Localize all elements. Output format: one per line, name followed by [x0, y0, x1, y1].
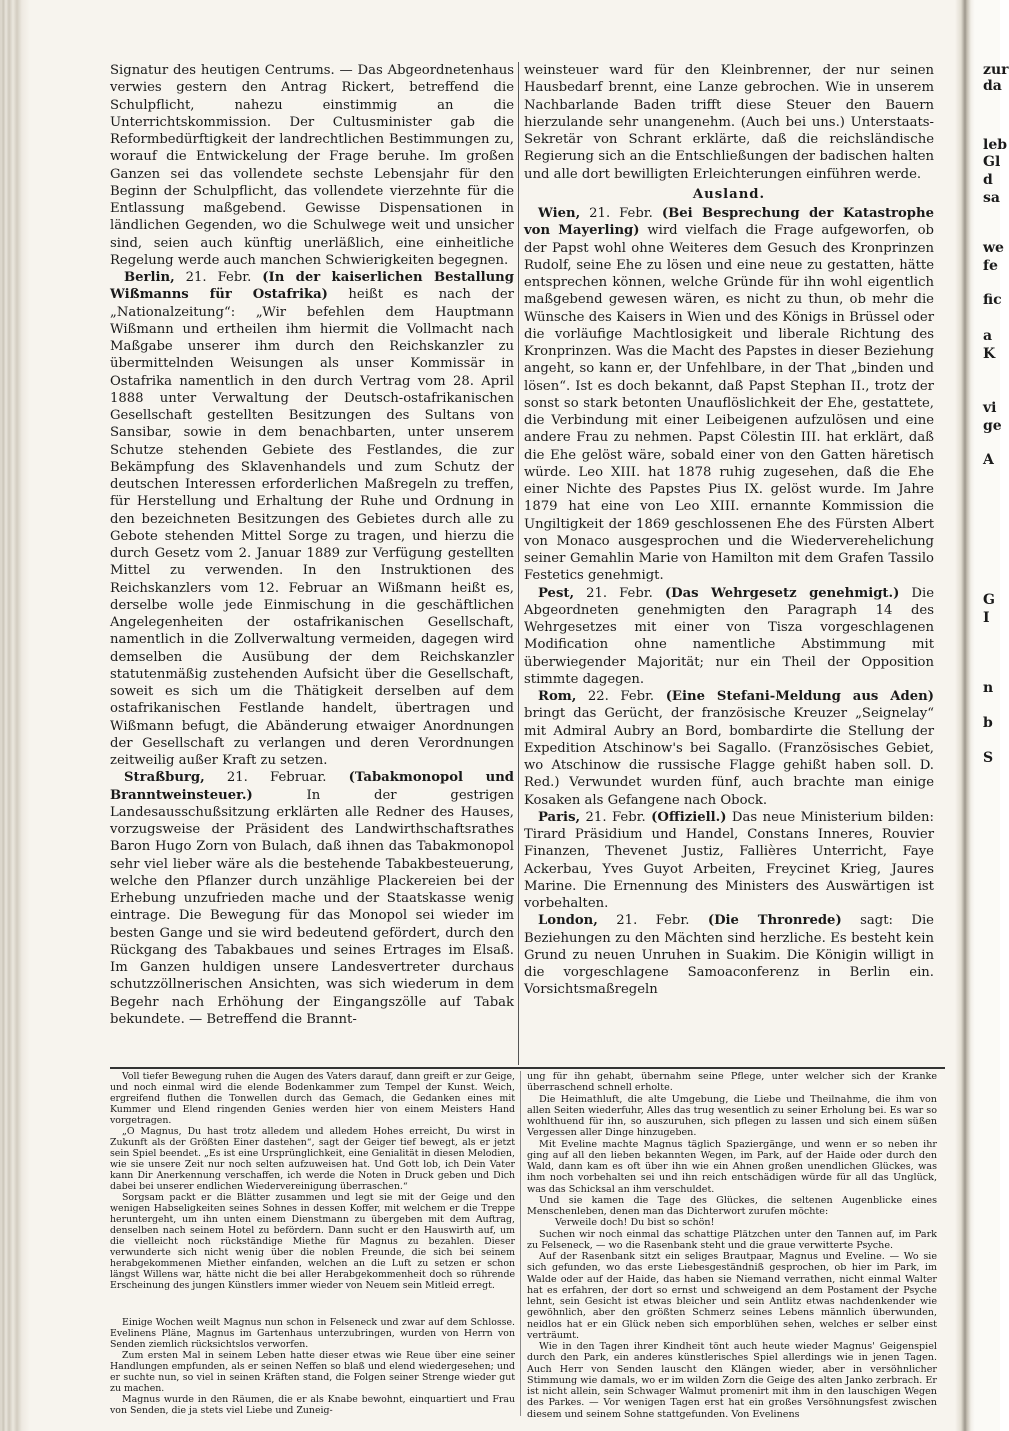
dateline-date: 21. Febr.	[589, 206, 653, 221]
feuilleton-paragraph: Einige Wochen weilt Magnus nun schon in Felseneck und zwar auf dem Schlosse. Evelinens Pläne, Magnus im Gartenhaus unterzubringen, wurden von Herrn von Senden ziemlich rücksichtslos verworfen.	[110, 1317, 515, 1351]
report-subject: (Die Thronrede)	[707, 913, 842, 929]
feuilleton-paragraph: Sorgsam packt er die Blätter zusammen und legt sie mit der Geige und den wenigen Habseligkeiten seines Sohnes in dessen Koffer, mit welchem er die Treppe heruntergeht, um ihn unten einem Dienstmann zu übergeben mit dem Auftrag, denselben nach seinem Hotel zu befördern. Dann sucht er den Hauswirth auf, um die vielleicht noch rückständige Miethe für Magnus zu bezahlen. Dieser verwunderte sich nicht wenig über die noblen Freunde, die sich bei seinem herabgekommenen Miether einfanden, welchen an die Luft zu setzen er schon längst Willens war, hätte nicht die bei aller Herabgekommenheit doch so rührende Erscheinung des jungen Künstlers immer wieder von Neuem sein Mitleid erregt.	[110, 1192, 515, 1292]
pest-report	[524, 585, 934, 689]
feuilleton-paragraph: Magnus wurde in den Räumen, die er als Knabe bewohnt, einquartiert und Frau von Senden, die ja stets viel Liebe und Zuneig-	[110, 1394, 515, 1417]
report-body: sagt: Die Beziehungen zu den Mächten sind herzliche. Es besteht kein Grund zu neuen Unruhen in Suakim. Die Königin willigt in die vorgeschlagene Samoaconferenz in Berlin ein. Vorsichtsmaßregeln	[524, 913, 934, 998]
next-page-fragment: fic	[983, 292, 1002, 308]
report-subject: (Eine Stefani-Meldung aus Aden)	[665, 689, 934, 704]
feuilleton-column-2	[527, 1071, 937, 1421]
dateline-place: Pest,	[538, 585, 575, 601]
feuilleton-paragraph: Die Heimathluft, die alte Umgebung, die Liebe und Theilnahme, die ihm von allen Seiten wiederfuhr, Alles das trug wesentlich zu seiner Erholung bei. Es war so wohlthuend für ihn, so auszuruhen, sich pflegen zu lassen und sich einem süßen Vergessen aller Dinge hinzugeben.	[527, 1093, 937, 1139]
next-page-fragment: vi	[983, 400, 997, 416]
next-page-fragment: we	[983, 240, 1004, 256]
next-page-fragment: Gl	[983, 154, 1001, 170]
feuilleton-paragraph: Voll tiefer Bewegung ruhen die Augen des Vaters darauf, dann greift er zur Geige, und noch einmal wird die elende Bodenkammer zum Tempel der Kunst. Weich, ergreifend fluthen die Tonwellen durch das Gemach, die Gedanken eines mit Kummer und Elend ringenden Genies werden hier von einem Meisters Hand vorgetragen.	[110, 1071, 515, 1127]
dateline-date: 21. Febr.	[586, 585, 653, 601]
feuilleton-paragraph: ung für ihn gehabt, übernahm seine Pflege, unter welcher sich der Kranke überraschend schnell erholte.	[527, 1071, 937, 1094]
feuilleton-paragraph: Wie in den Tagen ihrer Kindheit tönt auch heute wieder Magnus' Geigenspiel durch den Park, ein anderes künstlerisches Spiel allerdings wie in jenen Tagen. Auch Herr von Senden lauscht den Klängen wieder, aber in versöhnlicher Stimmung wie damals, wo er im wilden Zorn die Geige des alten Janko zerbrach. Er ist nicht allein, sein Schwager Walmut promenirt mit ihm in den lauschigen Wegen des Parkes. — Vor wenigen Tagen erst hat ein großes Versöhnungsfest zwischen diesem und seinem Sohne stattgefunden. Von Evelinens	[527, 1341, 937, 1420]
next-page-fragment: a	[983, 328, 993, 344]
dateline-date: 21. Februar.	[226, 770, 327, 786]
berlin-report	[110, 269, 514, 769]
feuilleton-paragraph: Und sie kamen die Tage des Glückes, die seltenen Augenblicke eines Menschenleben, denen man das Dichterwort zurufen möchte:	[527, 1194, 937, 1217]
dateline-date: 21. Febr.	[585, 809, 646, 825]
report-body: Das neue Ministerium bilden: Tirard Präsidium und Handel, Constans Inneres, Rouvier Finanzen, Thevenet Justiz, Fallières Unterricht, Faye Ackerbau, Yves Guyot Arbeiten, Freycinet Krieg, Jaures Marine. Die Ernennung des Ministers des Auswärtigen ist vorbehalten.	[524, 809, 934, 911]
report-subject: (Tabakmonopol und Branntweinsteuer.)	[110, 770, 514, 803]
paris-report	[524, 809, 934, 913]
next-page-fragment: d	[983, 172, 993, 188]
book-gutter	[955, 0, 975, 1431]
feuilleton-paragraph: Zum ersten Mal in seinem Leben hatte dieser etwas wie Reue über eine seiner Handlungen empfunden, als er seinen Neffen so blaß und elend wiedergesehen; und er suchte nun, so viel in seinen Kräften stand, die Folgen seiner Strenge wieder gut zu machen.	[110, 1350, 515, 1395]
report-body: heißt es nach der „Nationalzeitung“: „Wir befehlen dem Hauptmann Wißmann und ertheilen ihm hiermit die Vollmacht nach Maßgabe unserer ihm durch den Reichskanzler zu übermittelnden Weisungen als unser Kommissär in Ostafrika namentlich in den durch Vertrag vom 28. April 1888 unter Verwaltung der Deutsch-ostafrikanischen Gesellschaft gestellten Besitzungen des Sultans von Sansibar, sowie in dem benachbarten, unter unserem Schutze stehenden Gebiete des Festlandes, die zur Bekämpfung des Sklavenhandels und zum Schutz der deutschen Interessen erforderlichen Maßregeln zu treffen, für Herstellung und Erhaltung der Ruhe und Ordnung in den bezeichneten Besitzungen des Gebietes durch alle zu Gebote stehenden Mittel Sorge zu tragen, und hierzu die durch Gesetz vom 2. Januar 1889 zur Verfügung gestellten Mittel zu verwenden. In den Instruktionen des Reichskanzlers vom 12. Februar an Wißmann heißt es, derselbe wolle jede Einmischung in die geschäftlichen Angelegenheiten der ostafrikanischen Gesellschaft, namentlich in die Zollverwaltung vermeiden, dagegen wird demselben die Ausübung der dem Reichskanzler statutenmäßig zustehenden Aufsicht über die Gesellschaft, soweit es sich um die Thätigkeit derselben auf dem ostafrikanischen Festlande handelt, übertragen und Wißmann befugt, die Abänderung etwaiger Anordnungen der Gesellschaft zu verlangen und deren Verordnungen zeitweilig außer Kraft zu setzen.	[110, 287, 514, 768]
report-body: In der gestrigen Landesausschußsitzung erklärten alle Redner des Hauses, vorzugsweise der Präsident des Landwirthschaftsrathes Baron Hugo Zorn von Bulach, daß ihnen das Tabakmonopol sehr viel lieber wäre als die bestehende Tabakbesteuerung, welche den Pflanzer durch unzählige Plackereien bei der Erhebung unzufrieden mache und der Staatskasse wenig eintrage. Die Bewegung für das Monopol sei wieder im besten Gange und sie wird bedeutend gefördert, durch den Rückgang des Tabakbaues und seines Ertrages im Elsaß. Im Ganzen huldigen unsere Landesvertreter durchaus schutzzöllnerischen Ansichten, was sich wiederum in dem Begehr nach Erhöhung der Eingangszölle auf Tabak bekundete. — Betreffend die Brannt-	[110, 787, 514, 1027]
feuilleton-quote: Verweile doch! Du bist so schön!	[555, 1217, 715, 1229]
next-page-fragment: fe	[983, 258, 998, 274]
report-body: Die Abgeordneten genehmigten den Paragraph 14 des Wehrgesetzes mit einer von Tisza vorgeschlagenen Modification ohne namentliche Abstimmung mit überwiegender Majorität; nur ein Theil der Opposition stimmte dagegen.	[524, 585, 935, 687]
dateline-place: Berlin,	[124, 270, 175, 285]
centrum-report: Signatur des heutigen Centrums. — Das Abgeordnetenhaus verwies gestern den Antrag Rickert, betreffend die Schulpflicht, nahezu einstimmig an die Unterrichtskommission. Der Cultusminister gab die Reformbedürftigkeit der landrechtlichen Bestimmungen zu, worauf die Entwickelung der Frage beruhe. Im großen Ganzen sei das vollendete sechste Lebensjahr für den Beginn der Schulpflicht, das vollendete vierzehnte für die Entlassung maßgebend. Gewisse Dispensationen in ländlichen Gegenden, wo die Schulwege weit und unsicher sind, seien auch künftig unerläßlich, eine einheitliche Regelung werde auch manchen Schwierigkeiten begegnen.	[110, 63, 514, 268]
next-page-fragment: zur	[983, 62, 1009, 78]
feuilleton-separator	[110, 1067, 945, 1069]
report-subject: (Bei Besprechung der Katastrophe von Mayerling)	[524, 206, 934, 239]
report-subject: (Offiziell.)	[651, 809, 727, 825]
next-page-fragment: sa	[983, 190, 1000, 206]
column-divider	[518, 62, 519, 1065]
feuilleton-column-divider	[520, 1071, 521, 1416]
next-page-fragment: leb	[983, 137, 1008, 153]
next-page-fragment: A	[983, 452, 994, 468]
section-heading-ausland: Ausland.	[692, 186, 766, 202]
news-column-2	[524, 62, 934, 1047]
feuilleton-paragraph: „O Magnus, Du hast trotz alledem und alledem Hohes erreicht, Du wirst in Zukunft als der Größten Einer dastehen“, sagt der Geiger tief bewegt, als er jetzt sein Spiel beendet. „Es ist eine Ursprünglichkeit, eine Genialität in diesen Melodien, wie sie unsere Zeit nur noch selten aufzuweisen hat. Und Gott lob, ich Dein Vater kann Dir Anerkennung verschaffen, ich werde die Noten in Druck geben und Dich dabei bei unserer endlichen Wiedervereinigung überraschen.“	[110, 1126, 515, 1193]
dateline-date: 21. Febr.	[616, 913, 690, 929]
branntwein-continuation: weinsteuer ward für den Kleinbrenner, der nur seinen Hausbedarf brennt, eine Lanze gebrochen. Wie in unserem Nachbarlande Baden trifft diese Steuer den Bauern hierzulande sehr unangenehm. (Auch bei uns.) Unterstaats-Sekretär von Schrant erklärte, daß die reichsländische Regierung sich an die Entschließungen der badischen halten und alle dort bewilligten Erleichterungen einführen werde.	[524, 63, 934, 182]
next-page-fragment: S	[983, 750, 994, 766]
feuilleton-paragraph: Mit Eveline machte Magnus täglich Spaziergänge, und wenn er so neben ihr ging auf all den lieben bekannten Wegen, im Park, auf der Haide oder durch den Wald, dann kam es oft über ihn wie ein Ahnen großen unendlichen Glückes, was ihm noch vorbehalten sei und ihn reich entschädigen würde für all das Unglück, was das Schicksal an ihm verschuldet.	[527, 1138, 937, 1195]
next-page-fragment: G	[983, 592, 995, 608]
next-page-fragment: b	[983, 715, 993, 731]
london-report	[524, 912, 934, 998]
feuilleton-column-1	[110, 1071, 515, 1417]
next-page-edge	[975, 0, 1009, 1431]
next-page-fragment: I	[983, 610, 990, 626]
report-body: bringt das Gerücht, der französische Kreuzer „Seignelay“ mit Admiral Aubry an Bord, bombardirte die Stellung der Expedition Atschinow's bei Sagallo. (Französisches Gebiet, wo Atschinow die russische Flagge gehißt haben soll. D. Red.) Verwundet wurden fünf, auch brachte man einige Kosaken als Gefangene nach Obock.	[524, 706, 934, 808]
strassburg-report	[110, 769, 514, 1028]
next-page-fragment: da	[983, 78, 1002, 94]
page-edge-stack	[0, 0, 30, 1431]
report-subject: (Das Wehrgesetz genehmigt.)	[664, 585, 900, 601]
next-page-fragment: n	[983, 680, 994, 696]
wien-report	[524, 205, 934, 585]
dateline-place: Rom,	[538, 689, 577, 704]
report-body: wird vielfach die Frage aufgeworfen, ob der Papst wohl ohne Weiteres dem Gesuch des Kronprinzen Rudolf, seine Ehe zu lösen und eine neue zu gestatten, hätte entsprechen können, welche Gründe für ihn wohl eigentlich maßgebend gewesen wären, es nicht zu thun, ob mehr die Wünsche des Kaisers in Wien und des Königs in Brüssel oder die vorläufige Machtlosigkeit und liberale Richtung des Kronprinzen. Was die Macht des Papstes in dieser Beziehung angeht, so kann er, der Unfehlbare, in der That „binden und lösen“. Ist es doch bekannt, daß Papst Stephan II., trotz der sonst so stark betonten Unauflöslichkeit der Ehe, gestattete, die Verbindung mit einer Leibeigenen aufzulösen und eine andere Frau zu nehmen. Papst Cölestin III. hat erklärt, daß die Ehe gelöst wäre, sobald einer von den Gatten häretisch würde. Leo XIII. hat 1878 ruhig zugesehen, daß die Ehe einer Nichte des Papstes Pius IX. gelöst wurde. Im Jahre 1879 hat eine von Leo XIII. ernannte Kommission die Ungiltigkeit der 1869 geschlossenen Ehe des Fürsten Albert von Monaco ausgesprochen und die Wiederverehelichung seiner Gemahlin Marie von Hamilton mit dem Grafen Tassilo Festetics genehmigt.	[524, 223, 934, 584]
dateline-place: Straßburg,	[124, 770, 205, 786]
dateline-place: London,	[538, 913, 598, 929]
feuilleton-paragraph: Suchen wir noch einmal das schattige Plätzchen unter den Tannen auf, im Park zu Felseneck, — wo die Rasenbank steht und die graue verwitterte Psyche.	[527, 1228, 937, 1251]
news-column-1	[110, 62, 514, 1062]
next-page-fragment: K	[983, 346, 996, 362]
report-subject: (In der kaiserlichen Bestallung Wißmanns für Ostafrika)	[110, 270, 514, 303]
feuilleton-paragraph: Auf der Rasenbank sitzt ein seliges Brautpaar, Magnus und Eveline. — Wo sie sich gefunden, wo das erste Liebesgeständniß gesprochen, ob hier im Park, im Walde oder auf der Haide, das haben sie Niemand verrathen, nicht einmal Walter hat es erfahren, der dort so ernst und schweigend an dem Postament der Psyche lehnt, sein Gesicht ist etwas bleicher und sein Antlitz etwas nachdenkender wie gewöhnlich, aber den größten Schmerz seines Lebens männlich überwunden, neidlos hat er ein Glück neben sich emporblühen sehen, welches er selber einst verträumt.	[527, 1251, 937, 1341]
dateline-date: 22. Febr.	[587, 689, 655, 704]
dateline-place: Paris,	[538, 809, 581, 825]
rom-report	[524, 688, 934, 809]
dateline-place: Wien,	[538, 206, 581, 221]
next-page-fragment: ge	[983, 418, 1002, 434]
dateline-date: 21. Febr.	[185, 270, 252, 285]
